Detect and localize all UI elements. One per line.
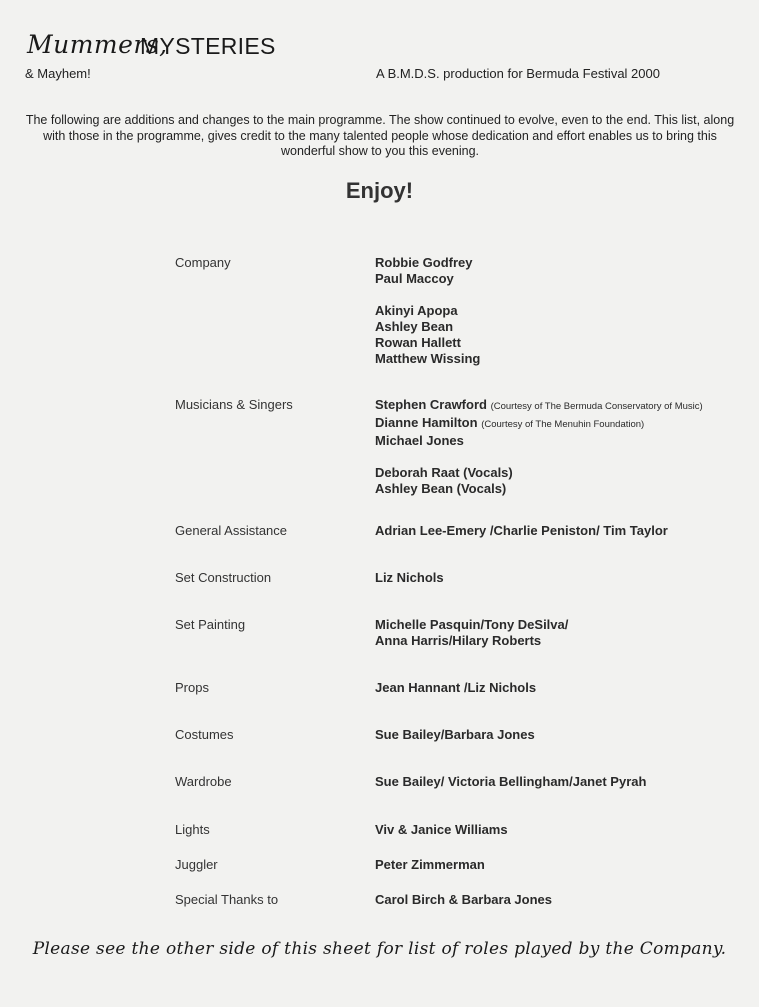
credit-label-set-construction: Set Construction	[175, 570, 272, 585]
logo-caps-title: MYSTERIES	[140, 33, 276, 59]
enjoy-heading: Enjoy!	[345, 178, 414, 203]
production-line: A B.M.D.S. production for Bermuda Festival 2000	[376, 66, 660, 81]
credit-value-wardrobe: Sue Bailey/ Victoria Bellingham/Janet Pyrah	[375, 774, 647, 789]
credit-names-company	[375, 255, 480, 367]
credit-name: Akinyi Apopa	[375, 303, 458, 318]
credit-name: Ashley Bean (Vocals)	[375, 481, 507, 496]
credit-label-props: Props	[175, 680, 209, 695]
credit-label-lights: Lights	[175, 822, 210, 837]
credit-value-thanks: Carol Birch & Barbara Jones	[375, 892, 553, 907]
credit-name: Paul Maccoy	[375, 271, 454, 286]
credit-label-thanks: Special Thanks to	[175, 892, 279, 907]
credit-name: Rowan Hallett	[375, 335, 461, 350]
credit-value-set-painting	[375, 617, 568, 649]
credit-name	[375, 397, 703, 415]
credit-label-general: General Assistance	[175, 523, 288, 538]
credit-name: Ashley Bean	[375, 319, 454, 334]
intro-paragraph: The following are additions and changes to the main programme. The show continued to evolve, even to the end. This list, along with those in the programme, gives credit to the many talented people whose dedication and effort enables us to bring this wonderful show to you this evening.	[25, 113, 735, 158]
credit-name: Robbie Godfrey	[375, 255, 473, 270]
credit-label-juggler: Juggler	[175, 857, 218, 872]
credit-name-text: Dianne Hamilton	[375, 415, 478, 430]
credit-name	[375, 415, 703, 433]
logo-script-title: Mummers,	[27, 30, 168, 59]
credit-name: Michael Jones	[375, 433, 464, 448]
credit-names-musicians	[375, 397, 703, 497]
credit-label-set-painting: Set Painting	[175, 617, 246, 632]
logo-subtitle: & Mayhem!	[25, 66, 91, 81]
credit-value-general: Adrian Lee-Emery /Charlie Peniston/ Tim Taylor	[375, 523, 668, 538]
credit-value-costumes: Sue Bailey/Barbara Jones	[375, 727, 535, 742]
credit-label-wardrobe: Wardrobe	[175, 774, 232, 789]
credit-note: (Courtesy of The Bermuda Conservatory of Music)	[490, 401, 703, 412]
credit-name: Michelle Pasquin/Tony DeSilva/	[375, 617, 569, 632]
credit-note: (Courtesy of The Menuhin Foundation)	[481, 419, 645, 430]
credit-value-props: Jean Hannant /Liz Nichols	[375, 680, 537, 695]
credit-name: Deborah Raat (Vocals)	[375, 465, 513, 480]
credit-label-costumes: Costumes	[175, 727, 234, 742]
credit-name: Matthew Wissing	[375, 351, 481, 366]
credit-label-musicians: Musicians & Singers	[175, 397, 293, 412]
credit-name: Anna Harris/Hilary Roberts	[375, 633, 542, 648]
footer-note: Please see the other side of this sheet for list of roles played by the Company.	[32, 939, 727, 959]
credit-value-lights: Viv & Janice Williams	[375, 822, 508, 837]
credit-label-company: Company	[175, 255, 231, 270]
credit-value-set-construction: Liz Nichols	[375, 570, 444, 585]
credit-name-text: Stephen Crawford	[375, 397, 487, 412]
credit-value-juggler: Peter Zimmerman	[375, 857, 485, 872]
